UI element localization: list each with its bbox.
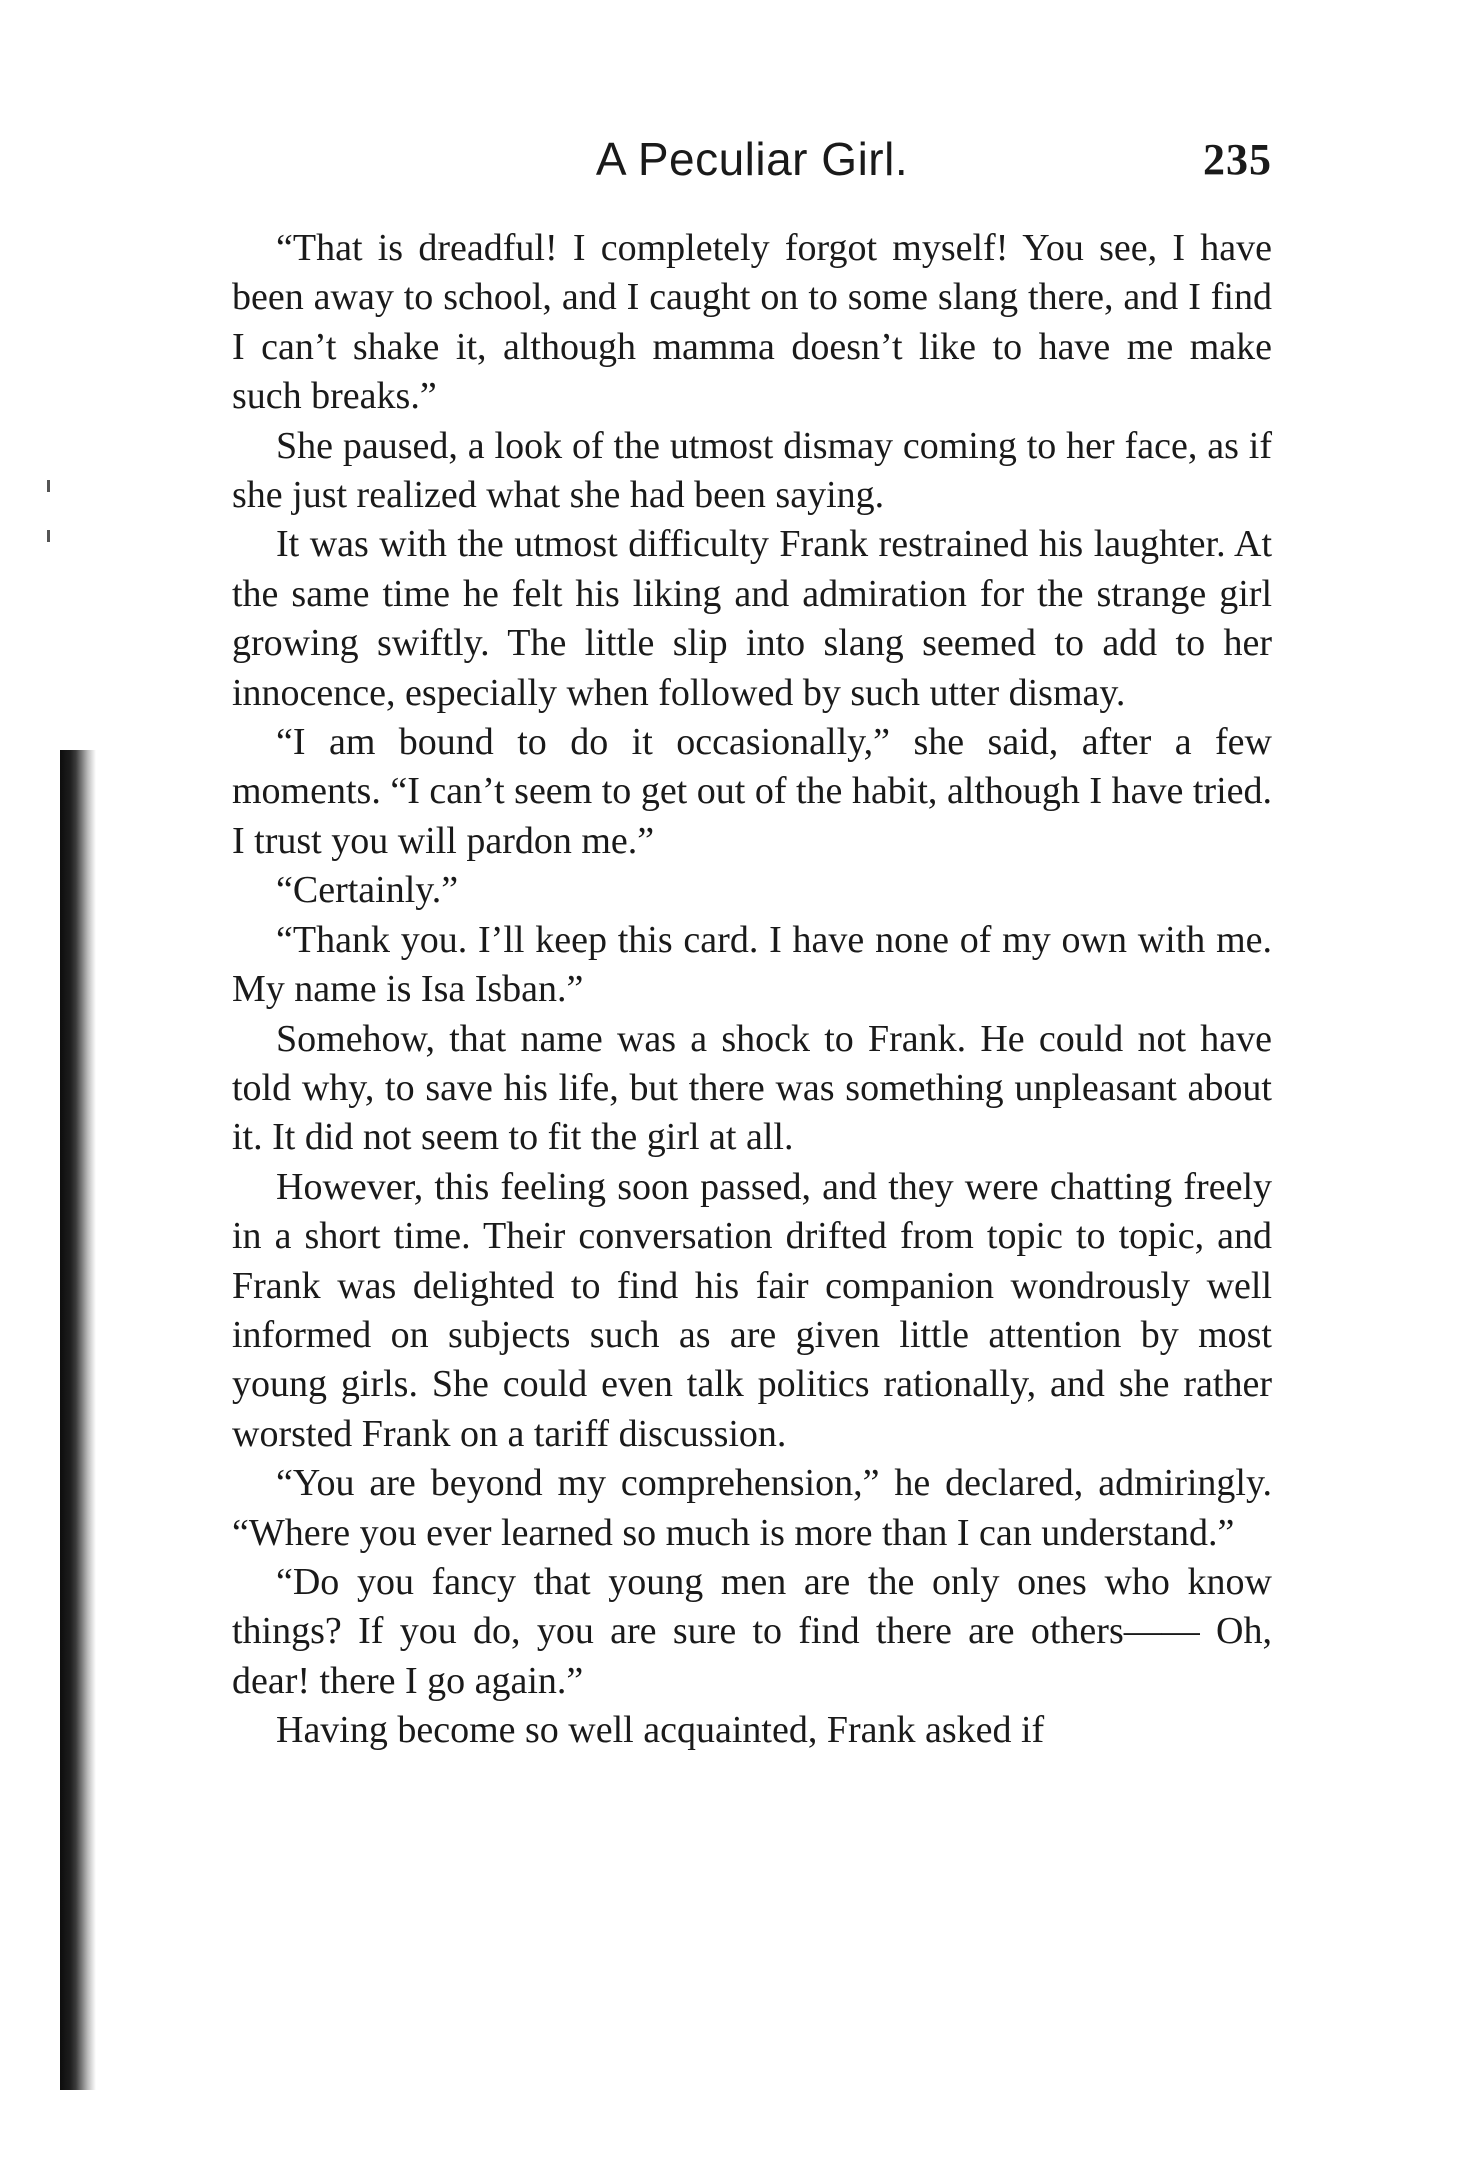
paragraph: “Thank you. I’ll keep this card. I have none of my own with me. My name is Isa Isban.” [232,918,1272,1011]
binding-speck [47,530,50,542]
page-number: 235 [1203,135,1272,184]
paragraph: Somehow, that name was a shock to Frank. He could not have told why, to save his life, but there was something unpleasant about it. It did not seem to fit the girl at all. [232,1017,1272,1159]
paragraph: “I am bound to do it occasionally,” she said, after a few moments. “I can’t seem to get out of the habit, although I have tried. I trust you will pardon me.” [232,721,1272,862]
paragraph: It was with the utmost difficulty Frank restrained his laughter. At the same time he felt his liking and admiration for the strange girl growing swiftly. The little slip into slang seemed to add to her innocence, especially when followed by such utter dismay. [232,523,1272,714]
page-binding-edge [60,750,96,2090]
running-title: A Peculiar Girl. [595,133,909,185]
paragraph: “That is dreadful! I completely forgot myself! You see, I have been away to school, and I caught on to some slang there, and I find I can’t shake it, although mamma doesn’t like to have me make such breaks.” [232,227,1272,418]
paragraph: “Do you fancy that young men are the only ones who know things? If you do, you are sure to find there are others—— Oh, dear! there I go again.” [232,1560,1272,1702]
page-header [232,132,1272,192]
paragraph: Having become so well acquainted, Frank asked if [276,1709,1045,1752]
body-text [232,224,1272,1756]
binding-speck [47,480,50,492]
paragraph: She paused, a look of the utmost dismay coming to her face, as if she just realized what she had been saying. [232,424,1272,517]
paragraph: “Certainly.” [276,869,459,912]
paragraph: “You are beyond my comprehension,” he declared, admiringly. “Where you ever learned so much is more than I can understand.” [232,1462,1272,1554]
paragraph: However, this feeling soon passed, and they were chatting freely in a short time. Their conversation drifted from topic to topic, and Frank was delighted to find his fair companion wondrously well informed on subjects such as are given little attention by most young girls. She could even talk politics rationally, and she rather worsted Frank on a tariff discussion. [232,1165,1272,1455]
